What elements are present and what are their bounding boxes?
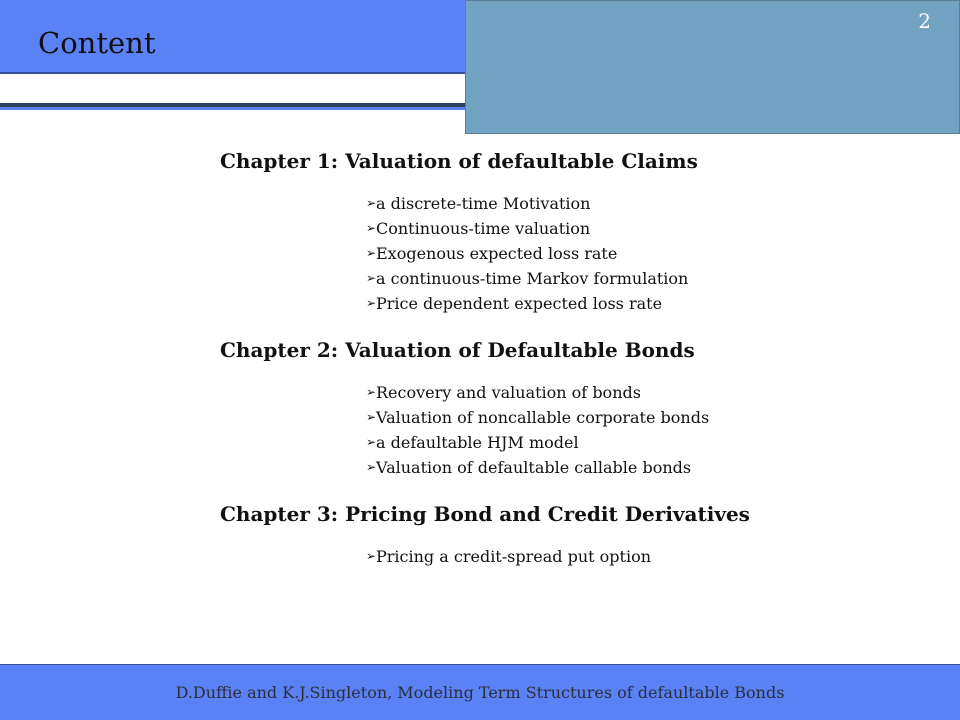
list-item: ➢ Valuation of noncallable corporate bonds [366, 405, 920, 430]
footer-citation: D.Duffie and K.J.Singleton, Modeling Term Structures of defaultable Bonds [175, 683, 785, 702]
chapter-3-items [366, 544, 920, 569]
chapter-1-items [366, 191, 920, 316]
title-bar [0, 0, 466, 74]
list-item: ➢ a discrete-time Motivation [366, 191, 920, 216]
list-item: ➢ Valuation of defaultable callable bonds [366, 455, 920, 480]
content-body [220, 145, 920, 587]
list-item: ➢ Exogenous expected loss rate [366, 241, 920, 266]
arrow-bullet-icon: ➢ [366, 271, 377, 285]
arrow-bullet-icon: ➢ [366, 385, 377, 399]
decorative-header-box [465, 0, 960, 134]
footer-bar [0, 664, 960, 720]
list-item: ➢ a continuous-time Markov formulation [366, 266, 920, 291]
arrow-bullet-icon: ➢ [366, 296, 377, 310]
list-item: ➢ Continuous-time valuation [366, 216, 920, 241]
chapter-3-heading: Chapter 3: Pricing Bond and Credit Derivatives [220, 502, 750, 526]
arrow-bullet-icon: ➢ [366, 246, 377, 260]
title-divider-blue [0, 107, 466, 110]
arrow-bullet-icon: ➢ [366, 221, 377, 235]
list-item: ➢ a defaultable HJM model [366, 430, 920, 455]
list-item: ➢ Recovery and valuation of bonds [366, 380, 920, 405]
slide-title: Content [38, 26, 156, 60]
arrow-bullet-icon: ➢ [366, 435, 377, 449]
page-number: 2 [918, 9, 931, 33]
arrow-bullet-icon: ➢ [366, 549, 377, 563]
arrow-bullet-icon: ➢ [366, 410, 377, 424]
arrow-bullet-icon: ➢ [366, 460, 377, 474]
chapter-2-heading: Chapter 2: Valuation of Defaultable Bonds [220, 338, 695, 362]
chapter-2-items [366, 380, 920, 480]
chapter-1-heading: Chapter 1: Valuation of defaultable Claims [220, 149, 698, 173]
list-item: ➢ Price dependent expected loss rate [366, 291, 920, 316]
list-item: ➢ Pricing a credit-spread put option [366, 544, 920, 569]
arrow-bullet-icon: ➢ [366, 196, 377, 210]
